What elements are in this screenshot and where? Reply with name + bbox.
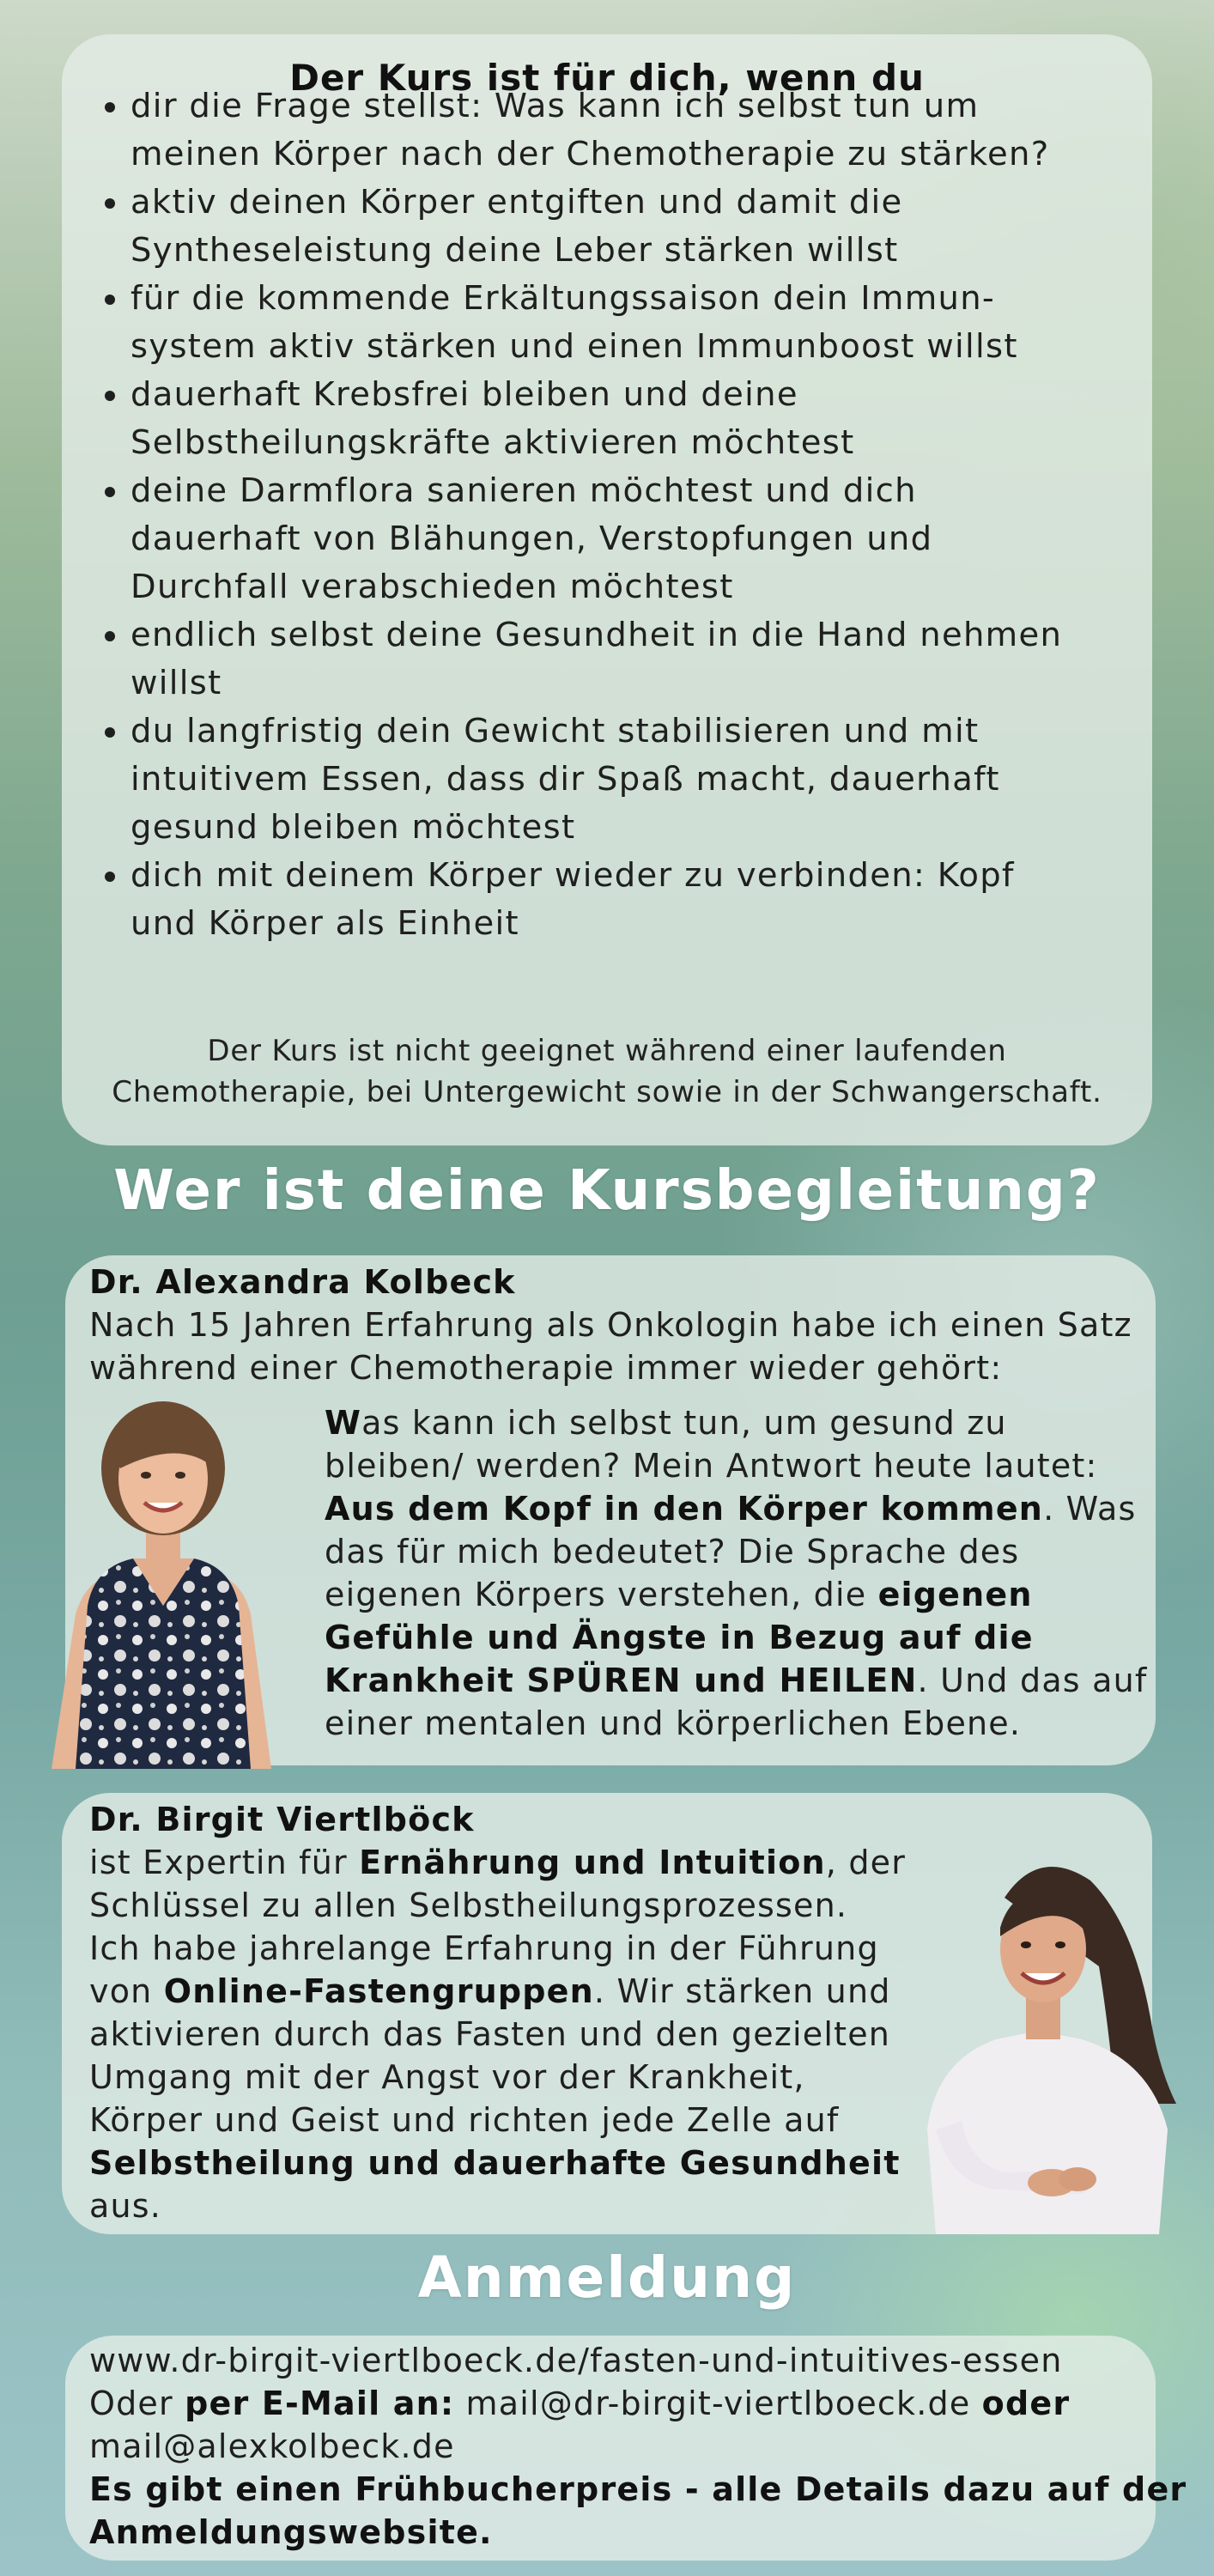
birgit-photo xyxy=(901,1846,1193,2234)
list-item: • du langfristig dein Gewicht stabilisieren und mit intuitivem Essen, dass dir Spaß macht, dauerhaft gesund bleiben möchtest xyxy=(131,708,1195,852)
alexandra-name: Dr. Alexandra Kolbeck xyxy=(89,1263,516,1301)
birgit-text: Dr. Birgit Viertlböck ist Expertin für Ernährung und Intuition, der Schlüssel zu allen Selbstheilungsprozessen. Ich habe jahrelange Erfahrung in der Führung von Online-Fastengruppen. Wir stärken und aktivieren durch das Fasten und den gezielten Umgang mit der Angst vor der Krankheit, Körper und Geist und richten jede Zelle auf Selbstheilung und dauerhafte Gesundheit aus. xyxy=(89,1801,907,2225)
list-item: • deine Darmflora sanieren möchtest und dich dauerhaft von Blähungen, Verstopfungen und Durchfall verabschieden möchtest xyxy=(131,467,1195,611)
alexandra-photo xyxy=(26,1391,297,1769)
birgit-name: Dr. Birgit Viertlböck xyxy=(89,1801,475,1838)
signup-section-title: Anmeldung xyxy=(417,2245,797,2311)
list-item: • endlich selbst deine Gesundheit in die Hand nehmen willst xyxy=(131,611,1195,708)
course-suitability-note: Der Kurs ist nicht geeignet während einer laufenden Chemotherapie, bei Untergewicht sowie in der Schwangerschaft. xyxy=(112,1034,1102,1109)
alexandra-intro: Nach 15 Jahren Erfahrung als Onkologin habe ich einen Satz während einer Chemotherapie immer wieder gehört: xyxy=(89,1306,1132,1387)
alexandra-quote: Was kann ich selbst tun, um gesund zu bleiben/ werden? Mein Antwort heute lautet: Aus dem Kopf in den Körper kommen. Was das für mich bedeutet? Die Sprache des eigenen Körpers verstehen, die eigenen Gefühle und Ängste in Bezug auf die Krankheit SPÜREN und HEILEN. Und das auf einer mentalen und körperlichen Ebene. xyxy=(325,1404,1148,1742)
email-link-alexandra[interactable]: mail@alexkolbeck.de xyxy=(89,2427,455,2465)
list-item: • aktiv deinen Körper entgiften und damit die Syntheseleistung deine Leber stärken willst xyxy=(131,179,1195,275)
list-item: • dauerhaft Krebsfrei bleiben und deine Selbstheilungskräfte aktivieren möchtest xyxy=(131,371,1195,467)
list-item: • dir die Frage stellst: Was kann ich selbst tun um meinen Körper nach der Chemotherapie zu stärken? xyxy=(131,82,1195,179)
signup-text: www.dr-birgit-viertlboeck.de/fasten-und-intuitives-essen Oder per E-Mail an: mail@dr-birgit-viertlboeck.de oder mail@alexkolbeck.de Es gibt einen Frühbucherpreis - alle Details dazu auf der Anmeldungswebsite. xyxy=(89,2342,1187,2551)
companion-section-title: Wer ist deine Kursbegleitung? xyxy=(113,1159,1101,1223)
list-item: • dich mit deinem Körper wieder zu verbinden: Kopf und Körper als Einheit xyxy=(131,852,1195,948)
course-title: Der Kurs ist für dich, wenn du xyxy=(289,57,925,99)
email-link-birgit[interactable]: mail@dr-birgit-viertlboeck.de xyxy=(454,2385,982,2422)
course-bullet-list xyxy=(69,82,1195,948)
signup-url-link[interactable]: www.dr-birgit-viertlboeck.de/fasten-und-intuitives-essen xyxy=(89,2342,1063,2379)
list-item: • für die kommende Erkältungssaison dein Immun- system aktiv stärken und einen Immunboost willst xyxy=(131,275,1195,371)
